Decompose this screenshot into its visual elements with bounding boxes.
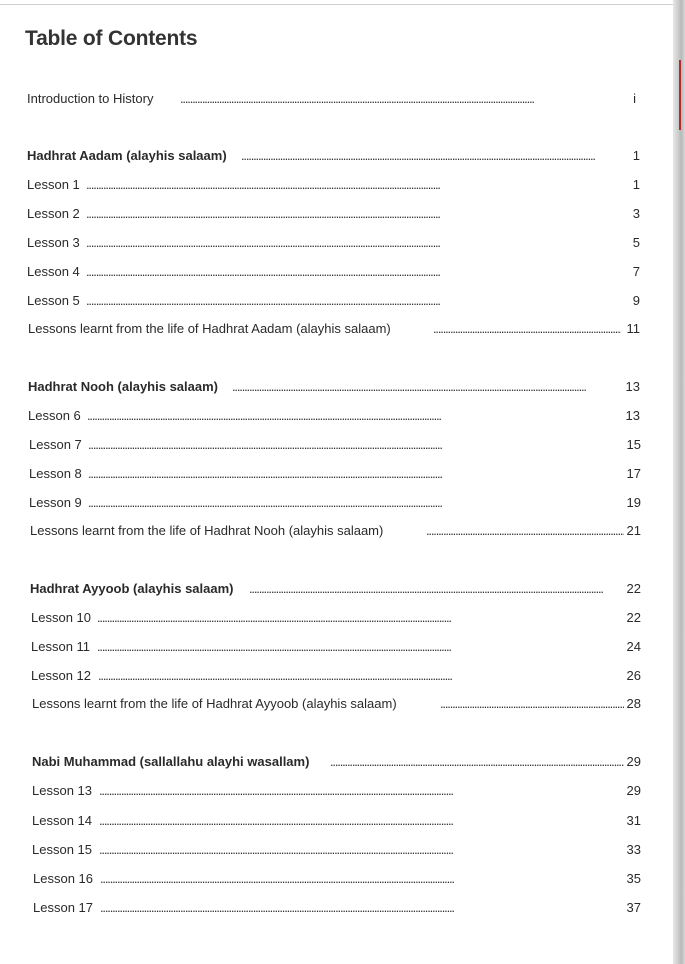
toc-entry-introduction[interactable]: [0, 89, 673, 109]
toc-leader-dots: [100, 869, 625, 889]
toc-page-number: 26: [626, 668, 641, 683]
toc-entry-lesson-8[interactable]: [0, 464, 673, 484]
toc-entry-lesson-1[interactable]: [0, 175, 673, 195]
toc-section-label: Hadhrat Nooh (alayhis salaam): [28, 379, 218, 394]
toc-leader-dots: [87, 406, 625, 426]
toc-section-label: Nabi Muhammad (sallallahu alayhi wasallam): [32, 754, 310, 769]
toc-entry-label: Lesson 6: [28, 408, 81, 423]
page-title: Table of Contents: [25, 27, 198, 50]
toc-leader-dots: [100, 898, 625, 918]
toc-page-number: 1: [632, 148, 640, 163]
page-top-border: [0, 4, 673, 5]
toc-page-number: 15: [626, 437, 641, 452]
toc-entry-label: Lesson 13: [32, 783, 92, 798]
page-binding-edge: [673, 0, 685, 964]
toc-leader-dots: [97, 637, 624, 657]
toc-entry-label: Lesson 2: [27, 206, 80, 221]
toc-entry-label: Lesson 7: [29, 437, 82, 452]
toc-entry-lesson-3[interactable]: [0, 233, 673, 253]
toc-page-number: 29: [626, 754, 641, 769]
toc-entry-label: Lesson 16: [33, 871, 93, 886]
toc-section-nooh[interactable]: [0, 377, 673, 397]
toc-leader-dots: [97, 608, 624, 628]
toc-entry-label: Lessons learnt from the life of Hadhrat Aadam (alayhis salaam): [28, 321, 391, 336]
toc-page-number: 28: [626, 696, 641, 711]
toc-leader-dots: [86, 291, 627, 311]
toc-leader-dots: [88, 493, 625, 513]
toc-section-ayyoob[interactable]: [0, 579, 673, 599]
toc-page-number: 22: [626, 581, 641, 596]
toc-page-number: 29: [626, 783, 641, 798]
toc-section-aadam[interactable]: [0, 146, 673, 166]
toc-leader-dots: [241, 146, 627, 166]
toc-entry-label: Lesson 14: [32, 813, 92, 828]
toc-entry-label: Lessons learnt from the life of Hadhrat Nooh (alayhis salaam): [30, 523, 384, 538]
toc-page-number: 9: [632, 293, 640, 308]
toc-leader-dots: [88, 435, 625, 455]
toc-page-number: 5: [632, 235, 640, 250]
toc-page-number: 13: [625, 408, 640, 423]
toc-page-number: 3: [632, 206, 640, 221]
toc-leader-dots: [86, 233, 627, 253]
toc-page-number: 13: [625, 379, 640, 394]
toc-entry-label: Lessons learnt from the life of Hadhrat Ayyoob (alayhis salaam): [32, 696, 397, 711]
toc-entry-lessons-learnt-nooh[interactable]: [0, 521, 673, 541]
toc-entry-lesson-15[interactable]: [0, 840, 673, 860]
toc-entry-lesson-17[interactable]: [0, 898, 673, 918]
toc-entry-lessons-learnt-aadam[interactable]: [0, 319, 673, 339]
toc-page-number: 22: [626, 610, 641, 625]
toc-entry-label: Lesson 1: [27, 177, 80, 192]
toc-entry-label: Lesson 8: [29, 466, 82, 481]
toc-leader-dots: [180, 89, 630, 109]
toc-entry-lesson-4[interactable]: [0, 262, 673, 282]
toc-entry-lesson-7[interactable]: [0, 435, 673, 455]
toc-entry-lessons-learnt-ayyoob[interactable]: [0, 694, 673, 714]
toc-page-number: 7: [632, 264, 640, 279]
toc-leader-dots: [99, 811, 625, 831]
toc-leader-dots: [249, 579, 623, 599]
toc-entry-label: Lesson 5: [27, 293, 80, 308]
toc-entry-lesson-5[interactable]: [0, 291, 673, 311]
toc-page-number: 1: [632, 177, 640, 192]
toc-page-number: 35: [626, 871, 641, 886]
toc-leader-dots: [86, 204, 627, 224]
toc-entry-lesson-10[interactable]: [0, 608, 673, 628]
toc-page-number: 37: [626, 900, 641, 915]
toc-entry-label: Lesson 15: [32, 842, 92, 857]
toc-leader-dots: [88, 464, 625, 484]
toc-leader-dots: [98, 666, 620, 686]
toc-entry-lesson-16[interactable]: [0, 869, 673, 889]
toc-page-number: 24: [626, 639, 641, 654]
toc-page-number: 21: [626, 523, 641, 538]
toc-leader-dots: [433, 319, 621, 339]
toc-entry-label: Lesson 3: [27, 235, 80, 250]
toc-page-number: 11: [626, 321, 640, 336]
toc-page-number: 19: [626, 495, 641, 510]
toc-entry-label: Lesson 4: [27, 264, 80, 279]
toc-entry-label: Lesson 12: [31, 668, 91, 683]
toc-leader-dots: [330, 752, 624, 772]
toc-leader-dots: [440, 694, 624, 714]
toc-leader-dots: [86, 262, 627, 282]
toc-page-number: 33: [626, 842, 641, 857]
toc-entry-label: Lesson 10: [31, 610, 91, 625]
toc-page-number: 31: [626, 813, 641, 828]
toc-leader-dots: [99, 781, 625, 801]
toc-section-muhammad[interactable]: [0, 752, 673, 772]
toc-page-number: i: [633, 91, 636, 106]
toc-page-number: 17: [626, 466, 641, 481]
toc-leader-dots: [426, 521, 624, 541]
toc-entry-lesson-11[interactable]: [0, 637, 673, 657]
toc-entry-lesson-12[interactable]: [0, 666, 673, 686]
toc-section-label: Hadhrat Aadam (alayhis salaam): [27, 148, 227, 163]
toc-entry-lesson-13[interactable]: [0, 781, 673, 801]
toc-entry-lesson-6[interactable]: [0, 406, 673, 426]
toc-section-label: Hadhrat Ayyoob (alayhis salaam): [30, 581, 234, 596]
toc-entry-label: Lesson 17: [33, 900, 93, 915]
toc-entry-label: Introduction to History: [27, 91, 154, 106]
toc-entry-lesson-2[interactable]: [0, 204, 673, 224]
toc-entry-lesson-9[interactable]: [0, 493, 673, 513]
toc-leader-dots: [99, 840, 620, 860]
toc-leader-dots: [232, 377, 620, 397]
toc-leader-dots: [86, 175, 627, 195]
toc-entry-label: Lesson 11: [31, 639, 91, 654]
toc-entry-label: Lesson 9: [29, 495, 82, 510]
toc-entry-lesson-14[interactable]: [0, 811, 673, 831]
